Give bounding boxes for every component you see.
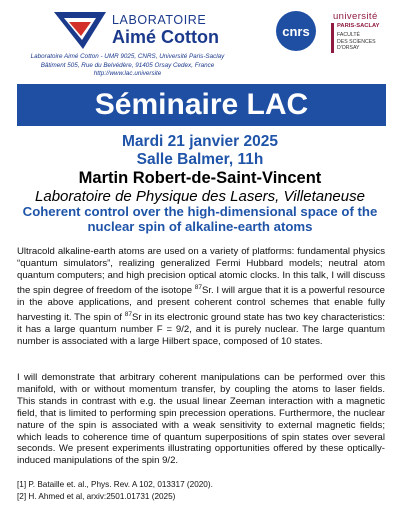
isotope-superscript: 87 (194, 283, 202, 291)
speaker-name: Martin Robert-de-Saint-Vincent (78, 169, 322, 187)
lab-address (0, 53, 255, 79)
lab-name-line1: LABORATOIRE (112, 13, 207, 27)
isotope-superscript: 87 (124, 310, 132, 318)
abstract-paragraph-1 (17, 246, 385, 348)
ups-line2: PARIS-SACLAY (337, 23, 380, 29)
header (0, 0, 400, 84)
ups-bar (331, 23, 334, 53)
ups-faculty-line: DES SCIENCES (337, 38, 376, 45)
abstract-text: Sr in its electronic ground state has two key characteristics: it has a large quantum number F = 9/2, and it is purely nuclear. The large quantum number is associated with a large Hilbert space, composed of 10 states. (17, 311, 385, 347)
banner-title: Séminaire LAC (94, 88, 309, 121)
abstract-text: Ultracold alkaline-earth atoms are used on a variety of platforms: fundamental physics “quantum simulators”, realizing generalized Fermi Hubbard models; neutral atom quantum computers; and high precision optical atomic clocks. In this talk, I will discuss the spin degree of freedom of the isotope (17, 246, 385, 296)
ups-faculty-line: D'ORSAY (337, 45, 360, 52)
universite-paris-saclay-logo (331, 9, 393, 57)
abstract-text: Sr. I will argue that it is a powerful resource in the above applications, and present coherent control schemes that enable fully harvesting it. The spin of (17, 284, 385, 323)
address-url: http://www.lac.universite (93, 70, 162, 77)
speaker-affiliation: Laboratoire de Physique des Lasers, Villetaneuse (35, 188, 365, 205)
address-line: Bâtiment 505, Rue du Belvédère, 91405 Orsay Cedex, France (40, 61, 215, 69)
lab-name-line2: Aimé Cotton (112, 27, 219, 47)
event-date: Mardi 21 janvier 2025 (122, 133, 278, 150)
lac-triangle-icon (52, 9, 108, 51)
references (17, 479, 385, 502)
lac-logo (52, 9, 222, 51)
abstract-paragraph-2: I will demonstrate that arbitrary coherent manipulations can be performed over this manifold, with or without momentum transfer, by coupling the atoms to laser fields. This stands in contrast with e.g. the usual linear Zeeman interaction with a magnetic field, that is limited to performing spin precession operations. Furthermore, the nuclear nature of the spin is associated with a weak sensitivity to external magnetic fields; which leads to coherence time of quantum superpositions of spin states over several seconds. We present experiments illustrating opportunities offered by these optically-induced manipulations of the spin 9/2. (17, 372, 385, 467)
cnrs-logo (275, 10, 317, 52)
reference-item: [1] P. Bataille et. al., Phys. Rev. A 102, 013317 (2020). (17, 480, 213, 489)
reference-item: [2] H. Ahmed et al, arxiv:2501.01731 (2025) (17, 491, 176, 501)
svg-text:cnrs: cnrs (282, 24, 310, 39)
seminar-banner (17, 84, 386, 126)
event-room: Salle Balmer, 11h (136, 151, 264, 168)
ups-faculty (337, 32, 376, 52)
address-line: Laboratoire Aimé Cotton - UMR 9025, CNRS, Université Paris-Saclay (30, 53, 225, 60)
talk-title: Coherent control over the high-dimensional space of the nuclear spin of alkaline-earth atoms (22, 204, 378, 234)
ups-faculty-line: FACULTÉ (337, 32, 360, 38)
ups-line1: université (333, 11, 378, 22)
